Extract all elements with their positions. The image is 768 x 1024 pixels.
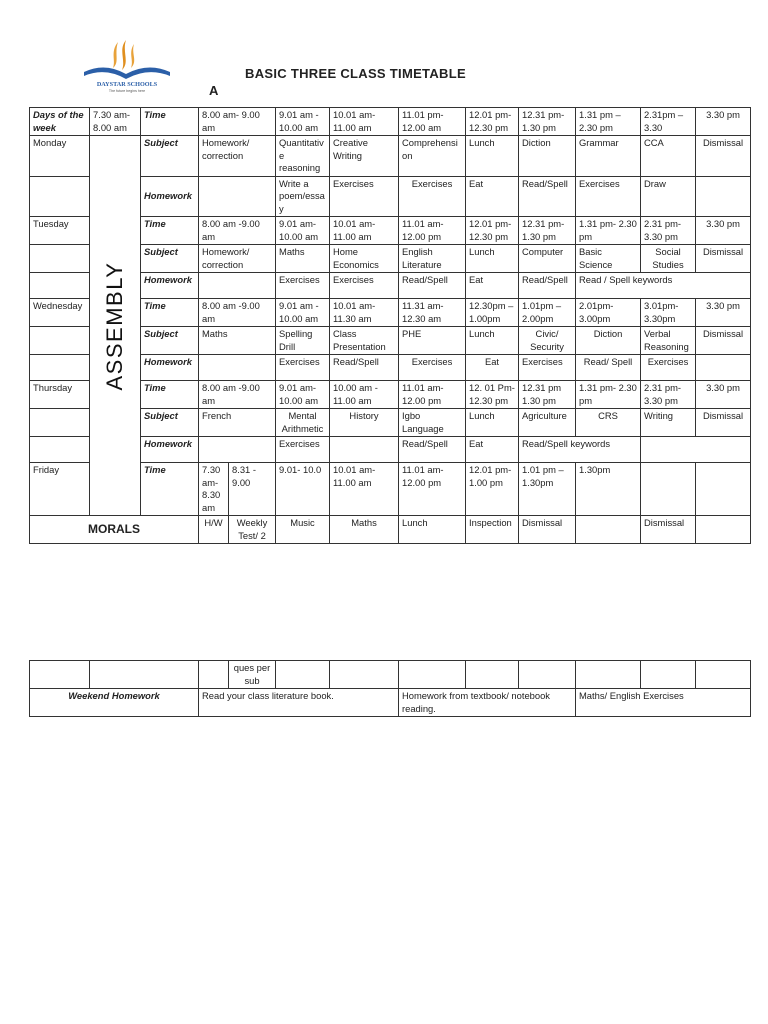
cell: 12.01 pm- 1.00 pm — [466, 463, 519, 516]
cell: Exercises — [330, 176, 399, 217]
cell: Write a poem/essay — [276, 176, 330, 217]
cell — [199, 176, 276, 217]
cell: Eat — [466, 273, 519, 299]
homework-label: Homework — [141, 437, 199, 463]
cell: Maths — [199, 327, 276, 355]
cell: Exercises — [276, 273, 330, 299]
header-cell: 2.31pm – 3.30 — [641, 108, 696, 136]
cell: Computer — [519, 245, 576, 273]
cell: Dismissal — [519, 516, 576, 544]
table-row — [30, 136, 751, 177]
subject-label: Subject — [141, 136, 199, 177]
cell: Diction — [576, 327, 641, 355]
cell: 8.00 am -9.00 am — [199, 381, 276, 409]
cell: Eat — [466, 176, 519, 217]
day-wednesday: Wednesday — [30, 299, 90, 327]
cell: 11.01 am- 12.00 pm — [399, 463, 466, 516]
cell: 1.01 pm – 1.30pm — [519, 463, 576, 516]
cell: 9.01 am - 10.00 am — [276, 299, 330, 327]
time-label: Time — [141, 217, 199, 245]
cell: 1.31 pm- 2.30 pm — [576, 217, 641, 245]
time-label: Time — [141, 381, 199, 409]
cell: Lunch — [466, 327, 519, 355]
cell — [641, 661, 696, 689]
cell — [696, 516, 751, 544]
time-label: Time — [141, 463, 199, 516]
cell: 11.01 am- 12.00 pm — [399, 381, 466, 409]
cell — [30, 409, 90, 437]
cell: Exercises — [330, 273, 399, 299]
cell — [641, 437, 751, 463]
cell — [519, 661, 576, 689]
cell: 8.00 am -9.00 am — [199, 299, 276, 327]
cell: French — [199, 409, 276, 437]
table-row — [30, 108, 751, 136]
cell: Exercises — [399, 355, 466, 381]
cell — [90, 661, 199, 689]
cell — [696, 355, 751, 381]
cell — [199, 437, 276, 463]
cell: Agriculture — [519, 409, 576, 437]
time-label: Time — [141, 108, 199, 136]
cell: Verbal Reasoning — [641, 327, 696, 355]
table-row — [30, 661, 751, 689]
cell — [576, 516, 641, 544]
cell — [199, 273, 276, 299]
cell: Exercises — [519, 355, 576, 381]
homework-label: Homework — [141, 273, 199, 299]
subject-label: Subject — [141, 245, 199, 273]
cell: Lunch — [466, 245, 519, 273]
subject-label: Subject — [141, 409, 199, 437]
day-friday: Friday — [30, 463, 90, 516]
weekend-homework-label: Weekend Homework — [30, 689, 199, 717]
cell — [330, 661, 399, 689]
cell — [466, 661, 519, 689]
cell — [30, 327, 90, 355]
cell: Read/Spell — [399, 273, 466, 299]
header-cell: 8.00 am- 9.00 am — [199, 108, 276, 136]
cell: Dismissal — [696, 136, 751, 177]
cell — [399, 661, 466, 689]
cell: Igbo Language — [399, 409, 466, 437]
cell: Exercises — [641, 355, 696, 381]
cell — [696, 176, 751, 217]
cell: Draw — [641, 176, 696, 217]
cell: 11.31 am- 12.30 am — [399, 299, 466, 327]
header-cell: 7.30 am- 8.00 am — [90, 108, 141, 136]
page-title: BASIC THREE CLASS TIMETABLE — [245, 66, 466, 81]
cell: 11.01 am- 12.00 pm — [399, 217, 466, 245]
cell: History — [330, 409, 399, 437]
cell — [30, 273, 90, 299]
school-logo — [80, 38, 175, 96]
cell — [696, 661, 751, 689]
cell: 9.01- 10.0 — [276, 463, 330, 516]
cell: Music — [276, 516, 330, 544]
cell: Lunch — [466, 409, 519, 437]
cell — [276, 661, 330, 689]
header-cell: 11.01 pm- 12.00 am — [399, 108, 466, 136]
cell: Grammar — [576, 136, 641, 177]
cell: 12. 01 Pm- 12.30 pm — [466, 381, 519, 409]
cell: Read/Spell — [330, 355, 399, 381]
header-cell: 12.01 pm- 12.30 pm — [466, 108, 519, 136]
cell: Dismissal — [641, 516, 696, 544]
cell: Read/ Spell — [576, 355, 641, 381]
cell: Maths — [330, 516, 399, 544]
cell: 10.01 am- 11.00 am — [330, 217, 399, 245]
header-cell: 10.01 am- 11.00 am — [330, 108, 399, 136]
cell: 2.31 pm- 3.30 pm — [641, 217, 696, 245]
cell: H/W — [199, 516, 229, 544]
cell: Maths/ English Exercises — [576, 689, 751, 717]
cell: 2.01pm- 3.00pm — [576, 299, 641, 327]
cell: Creative Writing — [330, 136, 399, 177]
cell: Homework/ correction — [199, 245, 276, 273]
cell: Comprehension — [399, 136, 466, 177]
cell: Dismissal — [696, 245, 751, 273]
cell: Homework/ correction — [199, 136, 276, 177]
day-monday: Monday — [30, 136, 90, 177]
cell: Inspection — [466, 516, 519, 544]
cell: 12.31 pm- 1.30 pm — [519, 217, 576, 245]
cell: CCA — [641, 136, 696, 177]
morals-label: MORALS — [30, 516, 199, 544]
cell — [576, 661, 641, 689]
cell: 3.30 pm — [696, 381, 751, 409]
page-subtitle: A — [209, 83, 219, 98]
cell — [696, 463, 751, 516]
cell: 3.30 pm — [696, 217, 751, 245]
cell: Writing — [641, 409, 696, 437]
cell: 2.31 pm- 3.30 pm — [641, 381, 696, 409]
cell: Eat — [466, 437, 519, 463]
cell: Home Economics — [330, 245, 399, 273]
cell: Exercises — [399, 176, 466, 217]
assembly-column — [90, 136, 141, 516]
cell: Read your class literature book. — [199, 689, 399, 717]
header-cell: 12.31 pm- 1.30 pm — [519, 108, 576, 136]
cell: Lunch — [399, 516, 466, 544]
cell — [30, 437, 90, 463]
day-tuesday: Tuesday — [30, 217, 90, 245]
logo-text: DAYSTAR SCHOOLS — [96, 81, 158, 88]
cell — [30, 176, 90, 217]
cell: Basic Science — [576, 245, 641, 273]
cell — [30, 245, 90, 273]
cell: CRS — [576, 409, 641, 437]
cell: Mental Arithmetic — [276, 409, 330, 437]
cell — [199, 355, 276, 381]
cell — [641, 463, 696, 516]
cell: 7.30 am- 8.30 am — [199, 463, 229, 516]
cell: Eat — [466, 355, 519, 381]
cell: Social Studies — [641, 245, 696, 273]
cell: 12.30pm – 1.00pm — [466, 299, 519, 327]
cell: Exercises — [576, 176, 641, 217]
cell: Read / Spell keywords — [576, 273, 751, 299]
homework-label: Homework — [141, 355, 199, 381]
logo-tagline: The future begins here — [108, 89, 146, 93]
cell: Lunch — [466, 136, 519, 177]
cell: Dismissal — [696, 327, 751, 355]
cell: Read/Spell keywords — [519, 437, 641, 463]
header-cell: 9.01 am - 10.00 am — [276, 108, 330, 136]
cell: ques per sub — [229, 661, 276, 689]
subject-label: Subject — [141, 327, 199, 355]
cell: 9.01 am- 10.00 am — [276, 217, 330, 245]
cell: Maths — [276, 245, 330, 273]
cell: 1.31 pm- 2.30 pm — [576, 381, 641, 409]
cell: Spelling Drill — [276, 327, 330, 355]
cell: Dismissal — [696, 409, 751, 437]
cell: 9.01 am- 10.00 am — [276, 381, 330, 409]
table-row — [30, 516, 751, 544]
cell: Quantitative reasoning — [276, 136, 330, 177]
cell: Read/Spell — [519, 273, 576, 299]
cell: Civic/ Security — [519, 327, 576, 355]
cell: Read/Spell — [399, 437, 466, 463]
cell: 8.00 am -9.00 am — [199, 217, 276, 245]
cell — [30, 661, 90, 689]
cell: Diction — [519, 136, 576, 177]
day-thursday: Thursday — [30, 381, 90, 409]
cell — [199, 661, 229, 689]
cell — [330, 437, 399, 463]
cell: 10.01 am- 11.30 am — [330, 299, 399, 327]
cell: 10.01 am- 11.00 am — [330, 463, 399, 516]
cell: PHE — [399, 327, 466, 355]
time-label: Time — [141, 299, 199, 327]
header-cell: 1.31 pm – 2.30 pm — [576, 108, 641, 136]
assembly-label: ASSEMBLY — [101, 261, 127, 390]
timetable — [29, 107, 751, 544]
cell: 12.31 pm 1.30 pm — [519, 381, 576, 409]
cell: 10.00 am - 11.00 am — [330, 381, 399, 409]
table-row — [30, 689, 751, 717]
cell: 1.01pm – 2.00pm — [519, 299, 576, 327]
cell — [30, 355, 90, 381]
cell: Homework from textbook/ notebook reading. — [399, 689, 576, 717]
cell: Weekly Test/ 2 — [229, 516, 276, 544]
cell: Exercises — [276, 355, 330, 381]
cell: English Literature — [399, 245, 466, 273]
days-header: Days of the week — [30, 108, 90, 136]
header-cell: 3.30 pm — [696, 108, 751, 136]
cell: 3.01pm- 3.30pm — [641, 299, 696, 327]
cell: 12.01 pm- 12.30 pm — [466, 217, 519, 245]
cell: Class Presentation — [330, 327, 399, 355]
cell: Read/Spell — [519, 176, 576, 217]
cell: Exercises — [276, 437, 330, 463]
weekend-table — [29, 660, 751, 717]
cell: 8.31 - 9.00 — [229, 463, 276, 516]
cell: 1.30pm — [576, 463, 641, 516]
cell: 3.30 pm — [696, 299, 751, 327]
homework-label: Homework — [141, 176, 199, 217]
